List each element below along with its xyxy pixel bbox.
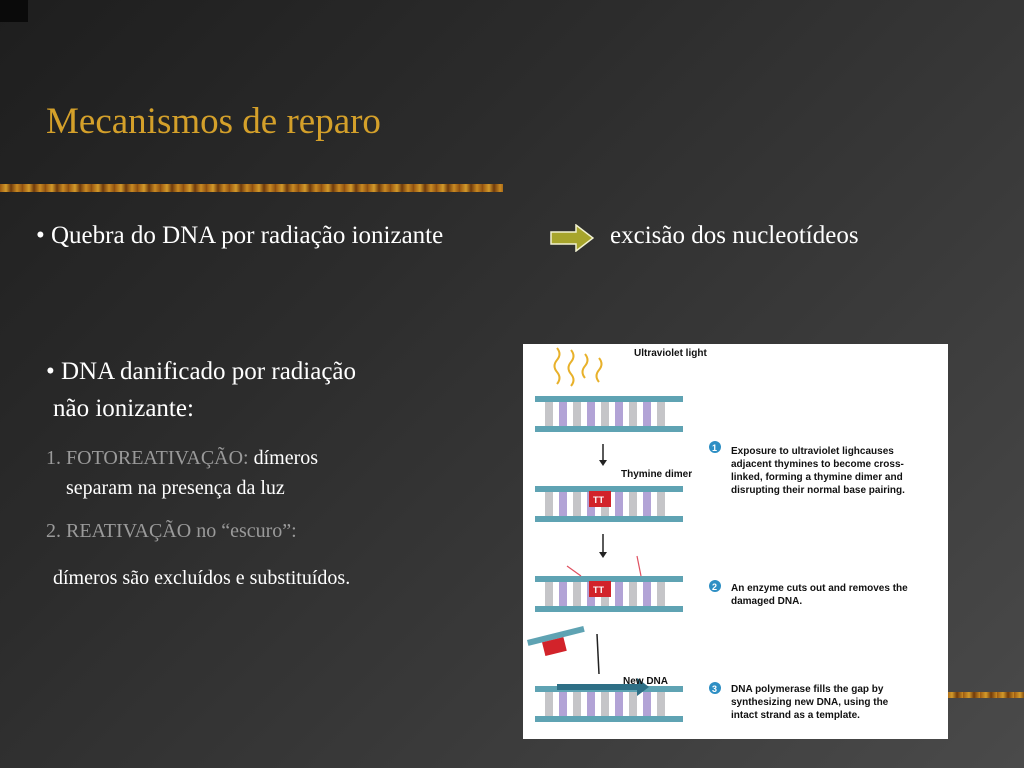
down-arrow-icon-3 xyxy=(597,634,599,674)
bullet-nonionizing-line2: não ionizante: xyxy=(53,395,194,422)
item-excision-text: dímeros são excluídos e substituídos. xyxy=(53,567,351,589)
new-dna-label: New DNA xyxy=(623,676,669,687)
svg-text:intact strand as a template.: intact strand as a template. xyxy=(731,710,860,721)
item-photoreactivation xyxy=(46,443,318,503)
uv-label: Ultraviolet light xyxy=(634,348,707,359)
svg-text:DNA polymerase fills the gap b: DNA polymerase fills the gap by xyxy=(731,684,884,695)
side-divider xyxy=(946,692,1024,698)
item1-text-a: dímeros xyxy=(253,447,319,469)
right-arrow-icon xyxy=(550,224,594,252)
bullet-ionizing: • Quebra do DNA por radiação ionizante xyxy=(36,222,444,249)
bullet-excision: excisão dos nucleotídeos xyxy=(610,222,859,249)
cut-arrow-icon xyxy=(567,566,581,576)
step2-number: 2 xyxy=(712,582,718,592)
dna-strand-repaired xyxy=(535,686,683,722)
item1-text-b: separam na presença da luz xyxy=(66,477,285,499)
bullet-nonionizing-line1: • DNA danificado por radiação xyxy=(46,358,357,385)
step2-text xyxy=(731,583,908,607)
svg-text:damaged DNA.: damaged DNA. xyxy=(731,596,803,607)
item-dark-reactivation: 2. REATIVAÇÃO no “escuro”: xyxy=(46,520,297,542)
dna-strand-intact xyxy=(535,396,683,432)
bullet-nonionizing xyxy=(46,353,356,427)
dimer-label: Thymine dimer xyxy=(621,469,693,480)
svg-text:adjacent thymines to become cr: adjacent thymines to become cross- xyxy=(731,459,904,470)
dna-repair-figure xyxy=(523,344,948,739)
step1-number: 1 xyxy=(712,443,718,453)
title-divider xyxy=(0,184,503,192)
item1-label: 1. FOTOREATIVAÇÃO: xyxy=(46,447,249,469)
dimer-mark-2: TT xyxy=(593,585,604,595)
step3-number: 3 xyxy=(712,684,718,694)
svg-text:disrupting their normal base p: disrupting their normal base pairing. xyxy=(731,485,905,496)
step3-text xyxy=(731,684,889,721)
uv-rays xyxy=(555,348,602,386)
svg-text:synthesizing new DNA, using th: synthesizing new DNA, using the xyxy=(731,697,889,708)
svg-text:An enzyme cuts out and removes: An enzyme cuts out and removes the xyxy=(731,583,908,594)
dimer-mark-1: TT xyxy=(593,495,604,505)
cut-arrow-icon-2 xyxy=(637,556,641,576)
svg-text:Exposure to ultraviolet lighca: Exposure to ultraviolet lighcauses xyxy=(731,446,894,457)
slide-title: Mecanismos de reparo xyxy=(46,101,381,142)
corner-square xyxy=(0,0,28,22)
step1-text xyxy=(731,446,905,496)
svg-text:linked, forming a thymine dime: linked, forming a thymine dimer and xyxy=(731,472,903,483)
excised-fragment xyxy=(527,626,588,659)
